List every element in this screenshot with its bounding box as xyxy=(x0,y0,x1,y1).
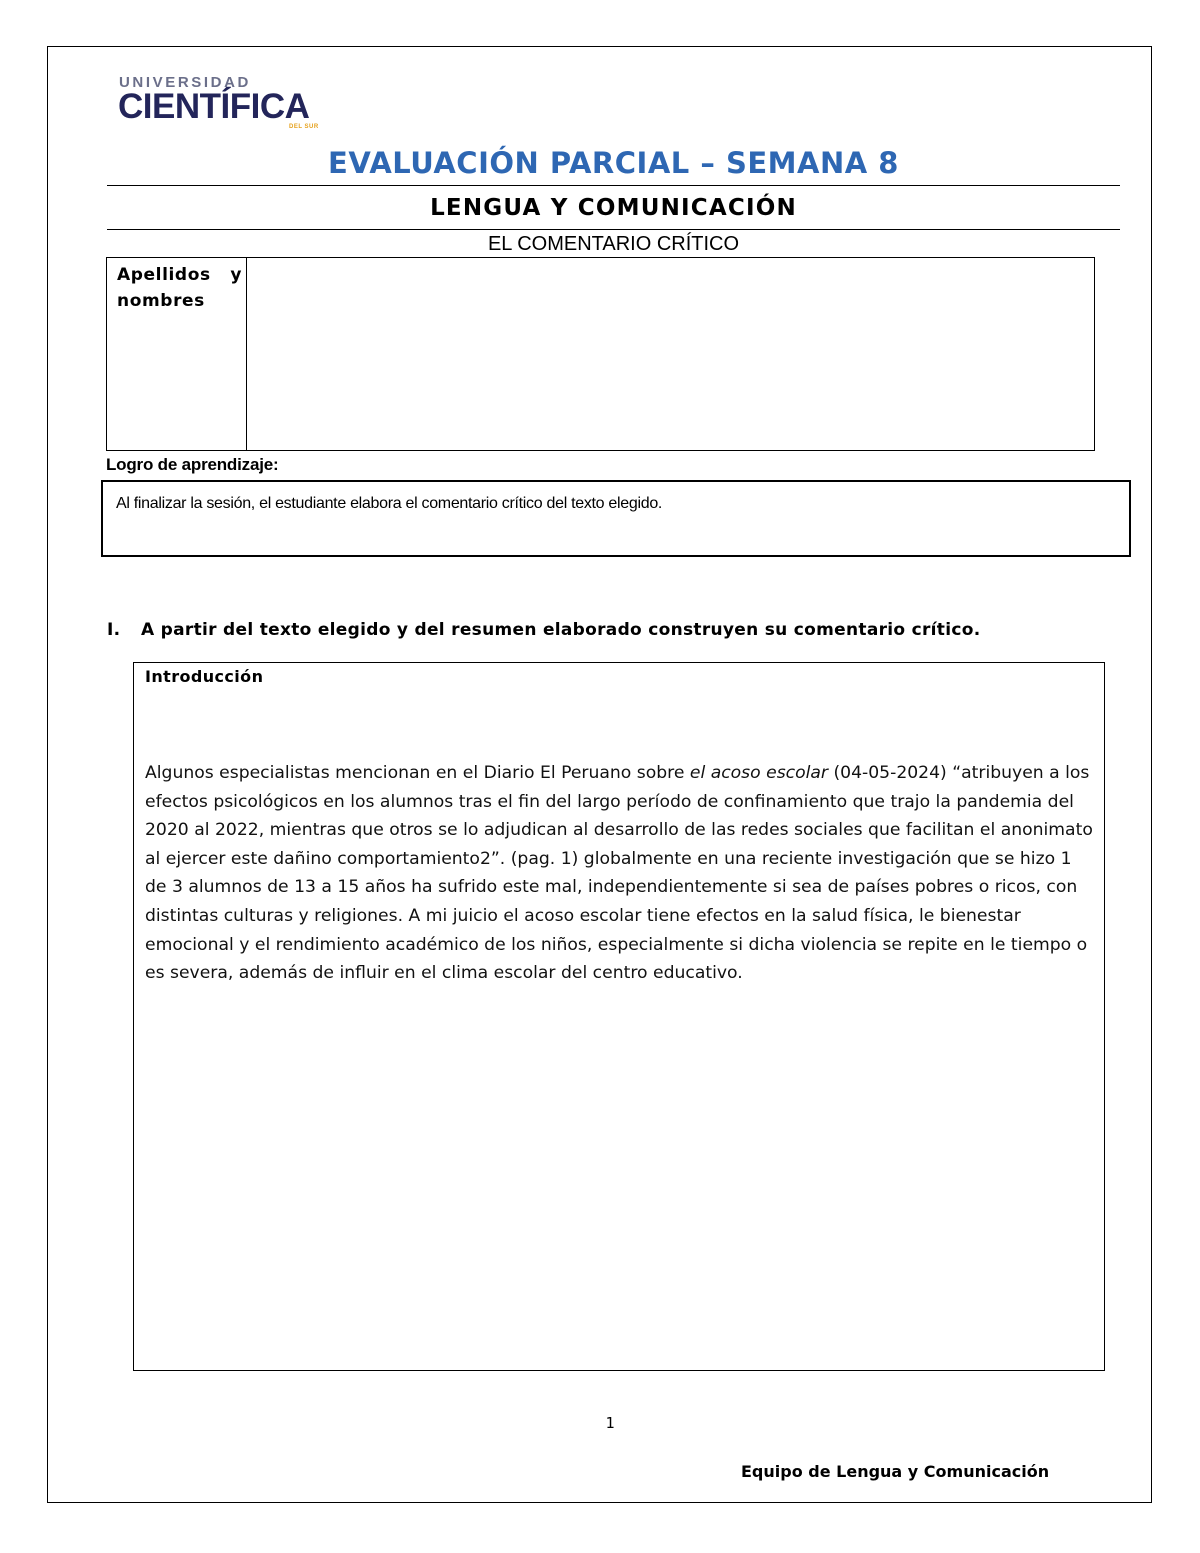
page-number: 1 xyxy=(605,1414,615,1432)
logro-text: Al finalizar la sesión, el estudiante elabora el comentario crítico del texto elegido. xyxy=(116,495,663,512)
topic-title: EL COMENTARIO CRÍTICO xyxy=(487,233,740,255)
course-subtitle: LENGUA Y COMUNICACIÓN xyxy=(430,195,797,221)
footer-text: Equipo de Lengua y Comunicación xyxy=(741,1462,1050,1481)
question-number: I. xyxy=(107,620,121,640)
student-name-field[interactable] xyxy=(247,258,1094,450)
introduction-box[interactable] xyxy=(133,662,1105,1371)
logo-sub-text: DEL SUR xyxy=(289,124,319,130)
intro-text-part: Algunos especialistas mencionan en el Diario El Peruano sobre xyxy=(145,763,690,783)
title-rule xyxy=(107,185,1120,186)
logro-label: Logro de aprendizaje: xyxy=(106,455,279,474)
logo-main-text: CIENTÍFICA xyxy=(118,87,310,126)
question-text: A partir del texto elegido y del resumen elaborado construyen su comentario crítico. xyxy=(141,620,981,640)
intro-text-part: (04-05-2024) “atribuyen a los efectos psicológicos en los alumnos tras el fin del largo período de confinamiento que trajo la pandemia del 2020 al 2022, mientras que otros se lo adjudican al desarrollo de las redes sociales que facilitan el anonimato al ejercer este dañino comportamiento2”. (pag. 1) globalmente en una reciente investigación que se hizo 1 de 3 alumnos de 13 a 15 años ha sufrido este mal, independientemente si sea de países pobres o ricos, con distintas culturas y religiones. A mi juicio el acoso escolar tiene efectos en la salud física, le bienestar emocional y el rendimiento académico de los niños, especialmente si dicha violencia se repite en le tiempo o es severa, además de influir en el clima escolar del centro educativo. xyxy=(145,763,1093,984)
intro-text-italic: el acoso escolar xyxy=(689,763,828,783)
introduction-text xyxy=(145,759,1095,988)
page-title: EVALUACIÓN PARCIAL – SEMANA 8 xyxy=(328,146,899,180)
logo-top-text: UNIVERSIDAD xyxy=(119,74,251,91)
university-logo xyxy=(118,74,333,134)
question-heading xyxy=(107,620,980,640)
logro-box xyxy=(101,480,1131,557)
student-name-label: Apellidos y nombres xyxy=(117,265,242,311)
student-name-table xyxy=(106,257,1095,451)
subtitle-rule xyxy=(107,229,1120,230)
introduction-heading: Introducción xyxy=(145,667,264,686)
